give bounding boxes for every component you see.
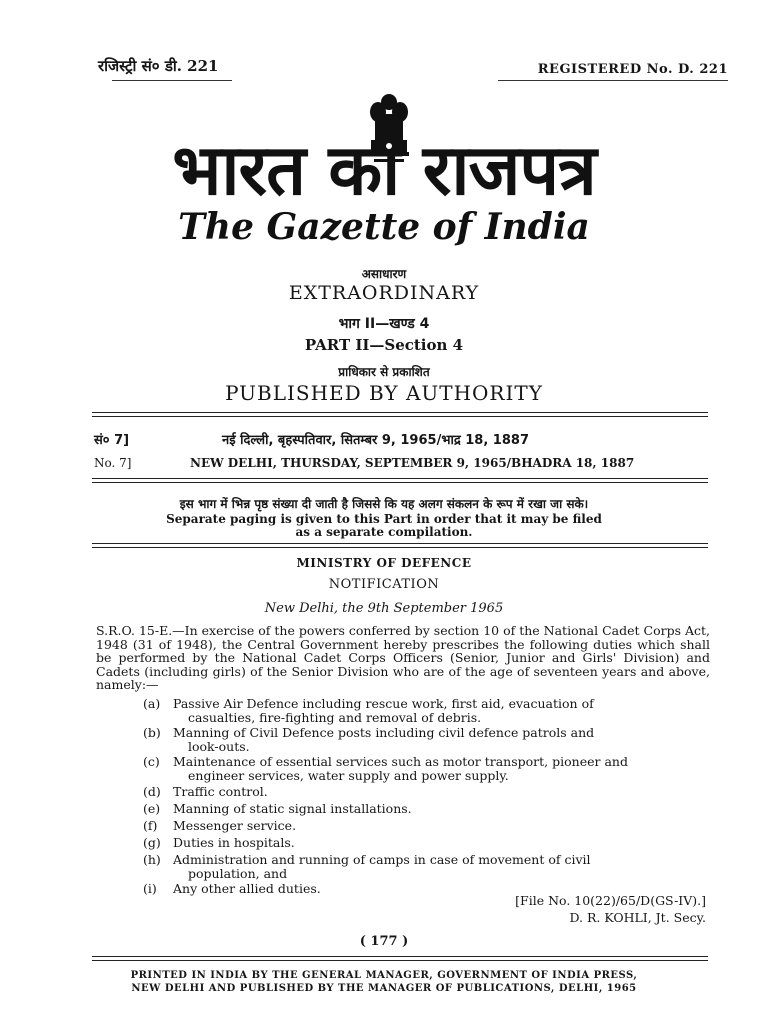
list-item-label: (e)	[143, 801, 161, 816]
list-item-text: Administration and running of camps in case of movement of civil	[173, 852, 591, 867]
list-item	[143, 697, 710, 724]
issue-number-hindi: सं० 7]	[94, 433, 130, 448]
registration-number: REGISTERED No. D. 221	[537, 62, 728, 77]
list-item-label: (c)	[143, 754, 160, 769]
list-item-text: Manning of Civil Defence posts including civil defence patrols and	[173, 725, 595, 740]
list-item-label: (b)	[143, 725, 161, 740]
divider	[92, 416, 708, 417]
divider	[92, 412, 708, 413]
separate-paging-line1: Separate paging is given to this Part in order that it may be filed	[166, 512, 602, 526]
list-item-text: Messenger service.	[173, 818, 297, 833]
list-item	[143, 785, 710, 799]
signatory: D. R. KOHLI, Jt. Secy.	[569, 910, 706, 925]
registration-number-hindi: रजिस्ट्री सं० डी. 221	[98, 57, 219, 75]
file-number: [File No. 10(22)/65/D(GS-IV).]	[515, 893, 706, 908]
extraordinary-hindi: असाधारण	[361, 267, 407, 281]
printer-line-1: PRINTED IN INDIA BY THE GENERAL MANAGER, GOVERNMENT OF INDIA PRESS,	[130, 970, 638, 981]
divider	[92, 956, 708, 957]
authority-hindi: प्राधिकार से प्रकाशित	[338, 365, 430, 379]
separate-paging-hindi: इस भाग में भिन्न पृष्ठ संख्या दी जाती है जिससे कि यह अलग संकलन के रूप में रखा जा सके।	[179, 497, 589, 511]
list-item-text: Any other allied duties.	[173, 881, 321, 896]
issue-date-hindi: नई दिल्ली, बृहस्पतिवार, सितम्बर 9, 1965/भाद्र 18, 1887	[222, 433, 529, 448]
divider	[112, 80, 232, 81]
list-item	[143, 819, 710, 833]
notification-dateline: New Delhi, the 9th September 1965	[264, 601, 504, 616]
masthead-english: The Gazette of India	[178, 206, 590, 248]
part-hindi: भाग II—खण्ड 4	[338, 316, 430, 332]
extraordinary-label: EXTRAORDINARY	[288, 282, 480, 304]
list-item-continuation: engineer services, water supply and power supply.	[188, 767, 509, 783]
ministry-heading: MINISTRY OF DEFENCE	[296, 556, 472, 570]
list-item	[143, 853, 710, 880]
list-item-continuation: population, and	[188, 865, 288, 881]
divider	[92, 547, 708, 548]
list-item-label: (i)	[143, 881, 157, 896]
list-item-text: Traffic control.	[173, 784, 268, 799]
list-item-label: (h)	[143, 852, 161, 867]
list-item	[143, 836, 710, 850]
masthead-hindi: भारत का राजपत्र	[172, 129, 596, 211]
list-item-label: (a)	[143, 696, 161, 711]
list-item-text: Manning of static signal installations.	[173, 801, 412, 816]
list-item	[143, 755, 710, 782]
list-item-text: Maintenance of essential services such as motor transport, pioneer and	[173, 754, 628, 769]
list-item-continuation: look-outs.	[188, 738, 250, 754]
authority-label: PUBLISHED BY AUTHORITY	[225, 381, 543, 405]
divider	[92, 543, 708, 544]
issue-number: No. 7]	[94, 456, 132, 470]
separate-paging-line2: as a separate compilation.	[295, 525, 473, 539]
divider	[92, 960, 708, 961]
list-item-text: Duties in hospitals.	[173, 835, 295, 850]
list-item-label: (f)	[143, 818, 158, 833]
list-item	[143, 802, 710, 816]
list-item-label: (d)	[143, 784, 161, 799]
list-item-continuation: casualties, fire-fighting and removal of debris.	[188, 709, 482, 725]
part-label: PART II—Section 4	[304, 336, 464, 354]
divider	[92, 482, 708, 483]
list-item-label: (g)	[143, 835, 161, 850]
printer-line-2: NEW DELHI AND PUBLISHED BY THE MANAGER OF PUBLICATIONS, DELHI, 1965	[131, 983, 637, 994]
list-item-text: Passive Air Defence including rescue work, first aid, evacuation of	[173, 696, 594, 711]
divider	[92, 478, 708, 479]
notification-heading: NOTIFICATION	[328, 577, 440, 592]
notification-body: S.R.O. 15-E.—In exercise of the powers conferred by section 10 of the National Cadet Corps Act, 1948 (31 of 1948), the Central Government hereby prescribes the following duties which shall be performed by the National Cadet Corps Officers (Senior, Junior and Girls' Division) and Cadets (including girls) of the Senior Division who are of the age of seventeen years and above, namely:—	[96, 623, 710, 692]
page-number: ( 177 )	[359, 934, 409, 949]
list-item	[143, 726, 710, 753]
divider	[498, 80, 728, 81]
issue-date: NEW DELHI, THURSDAY, SEPTEMBER 9, 1965/BHADRA 18, 1887	[190, 456, 635, 470]
